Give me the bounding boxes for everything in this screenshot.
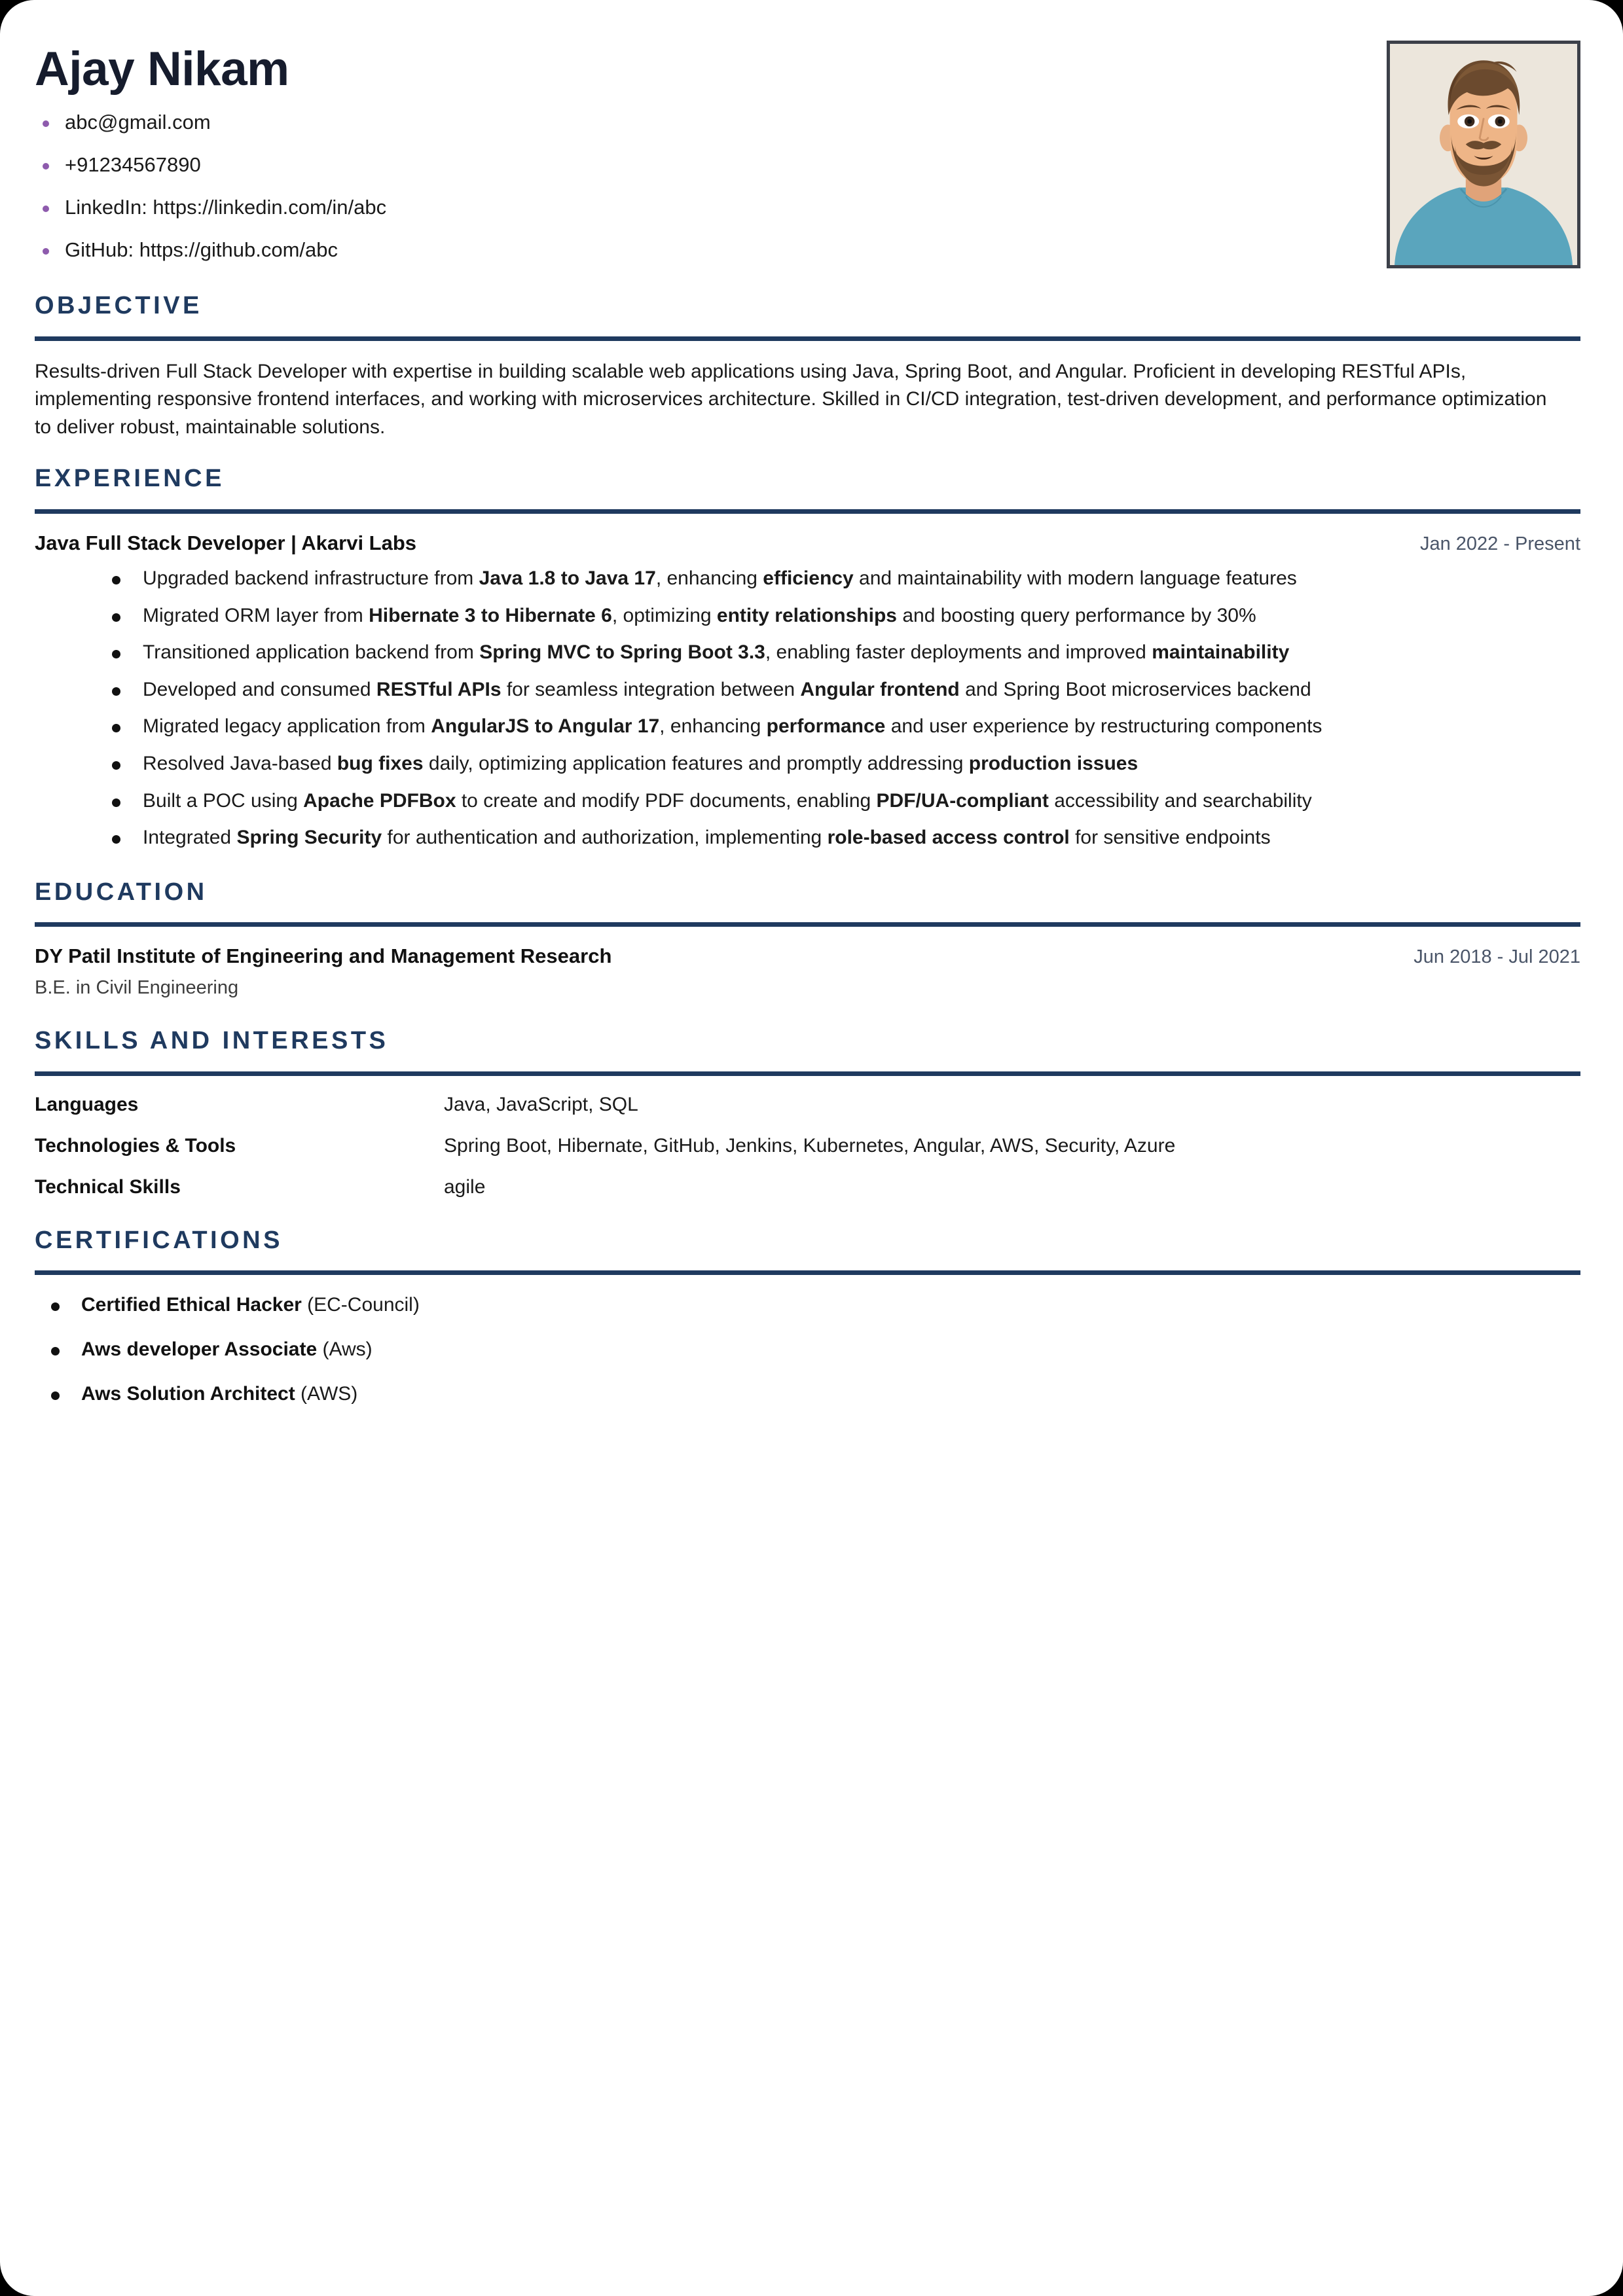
section-divider [35, 922, 1580, 927]
list-item: Upgraded backend infrastructure from Java 1.8 to Java 17, enhancing efficiency and maintainability with modern language features [35, 565, 1584, 593]
job-title: Java Full Stack Developer | Akarvi Labs [35, 531, 417, 555]
contact-github[interactable]: GitHub: https://github.com/abc [65, 238, 338, 261]
certification-list [35, 1292, 1584, 1407]
education-date-range: Jun 2018 - Jul 2021 [1413, 946, 1580, 968]
certification-name: Certified Ethical Hacker [81, 1294, 302, 1316]
table-row [35, 1175, 1584, 1199]
section-content [35, 1292, 1584, 1407]
certification-issuer: (AWS) [295, 1383, 358, 1405]
list-item [35, 1381, 1584, 1407]
education-entry [35, 944, 1584, 999]
list-item: Built a POC using Apache PDFBox to create and modify PDF documents, enabling PDF/UA-compliant accessibility and searchability [35, 787, 1584, 816]
section-heading: EXPERIENCE [35, 465, 225, 493]
section-content [35, 531, 1584, 852]
skill-category-label: Technologies & Tools [35, 1134, 236, 1157]
objective-paragraph: Results-driven Full Stack Developer with expertise in building scalable web applications using Java, Spring Boot, and Angular. Proficient in developing RESTful APIs, implementing responsive frontend interfaces, and working with microservices architecture. Skilled in CI/CD integration, test-driven development, and performance optimization to deliver robust, maintainable solutions. [35, 360, 1547, 438]
entry-header [35, 944, 1580, 969]
skill-category-label: Languages [35, 1093, 139, 1115]
section-heading: SKILLS AND INTERESTS [35, 1026, 389, 1054]
list-item: Migrated ORM layer from Hibernate 3 to Hibernate 6, optimizing entity relationships and boosting query performance by 30% [35, 602, 1584, 630]
section-heading: CERTIFICATIONS [35, 1226, 283, 1254]
list-item: Resolved Java-based bug fixes daily, optimizing application features and promptly addressing production issues [35, 750, 1584, 778]
section-content [35, 1093, 1584, 1199]
certification-issuer: (EC-Council) [301, 1294, 420, 1316]
section-divider [35, 1270, 1580, 1275]
section-education [35, 878, 1584, 999]
certification-name: Aws Solution Architect [81, 1383, 295, 1405]
bullet-dot-icon [43, 206, 49, 212]
list-item: Transitioned application backend from Spring MVC to Spring Boot 3.3, enabling faster deployments and improved maintainability [35, 639, 1584, 667]
list-item: Developed and consumed RESTful APIs for seamless integration between Angular frontend and Spring Boot microservices backend [35, 676, 1584, 704]
section-divider [35, 1071, 1580, 1076]
bullet-dot-icon [43, 163, 49, 170]
skill-category-label: Technical Skills [35, 1175, 181, 1198]
certification-name: Aws developer Associate [81, 1338, 318, 1361]
list-item: Integrated Spring Security for authentication and authorization, implementing role-based access control for sensitive endpoints [35, 824, 1584, 852]
entry-header [35, 531, 1580, 556]
page-title: Ajay Nikam [35, 43, 289, 96]
contact-linkedin[interactable]: LinkedIn: https://linkedin.com/in/abc [65, 195, 387, 219]
list-item [35, 240, 1387, 260]
section-skills [35, 1027, 1584, 1199]
experience-entry [35, 531, 1584, 852]
header-text-block [35, 41, 1387, 260]
table-row [35, 1093, 1584, 1117]
section-divider [35, 509, 1580, 514]
skill-category-value: agile [444, 1175, 486, 1198]
contact-email: abc@gmail.com [65, 110, 211, 134]
certification-issuer: (Aws) [317, 1338, 373, 1361]
section-divider [35, 336, 1580, 341]
skill-category-value: Spring Boot, Hibernate, GitHub, Jenkins, Kubernetes, Angular, AWS, Security, Azure [444, 1134, 1176, 1157]
contact-list [35, 112, 1387, 260]
job-date-range: Jan 2022 - Present [1419, 533, 1580, 555]
list-item [35, 154, 1387, 175]
table-row [35, 1134, 1584, 1158]
institution-name: DY Patil Institute of Engineering and Management Research [35, 944, 612, 968]
bullet-dot-icon [43, 120, 49, 127]
section-certifications [35, 1227, 1584, 1407]
bullet-dot-icon [43, 248, 49, 255]
skills-table [35, 1093, 1584, 1199]
list-item [35, 112, 1387, 132]
portrait-illustration-icon [1390, 44, 1577, 265]
section-heading: OBJECTIVE [35, 292, 202, 319]
list-item [35, 1336, 1584, 1362]
resume-header [35, 41, 1584, 268]
avatar [1387, 41, 1580, 268]
list-item [35, 197, 1387, 217]
contact-phone: +91234567890 [65, 152, 201, 176]
section-objective [35, 292, 1584, 441]
section-content [35, 944, 1584, 999]
degree-name: B.E. in Civil Engineering [35, 977, 239, 999]
list-item [35, 1292, 1584, 1318]
skill-category-value: Java, JavaScript, SQL [444, 1093, 638, 1115]
section-heading: EDUCATION [35, 878, 208, 906]
list-item: Migrated legacy application from AngularJS to Angular 17, enhancing performance and user experience by restructuring components [35, 713, 1584, 741]
section-experience [35, 465, 1584, 852]
experience-bullet-list [35, 565, 1584, 852]
section-content [35, 358, 1584, 442]
